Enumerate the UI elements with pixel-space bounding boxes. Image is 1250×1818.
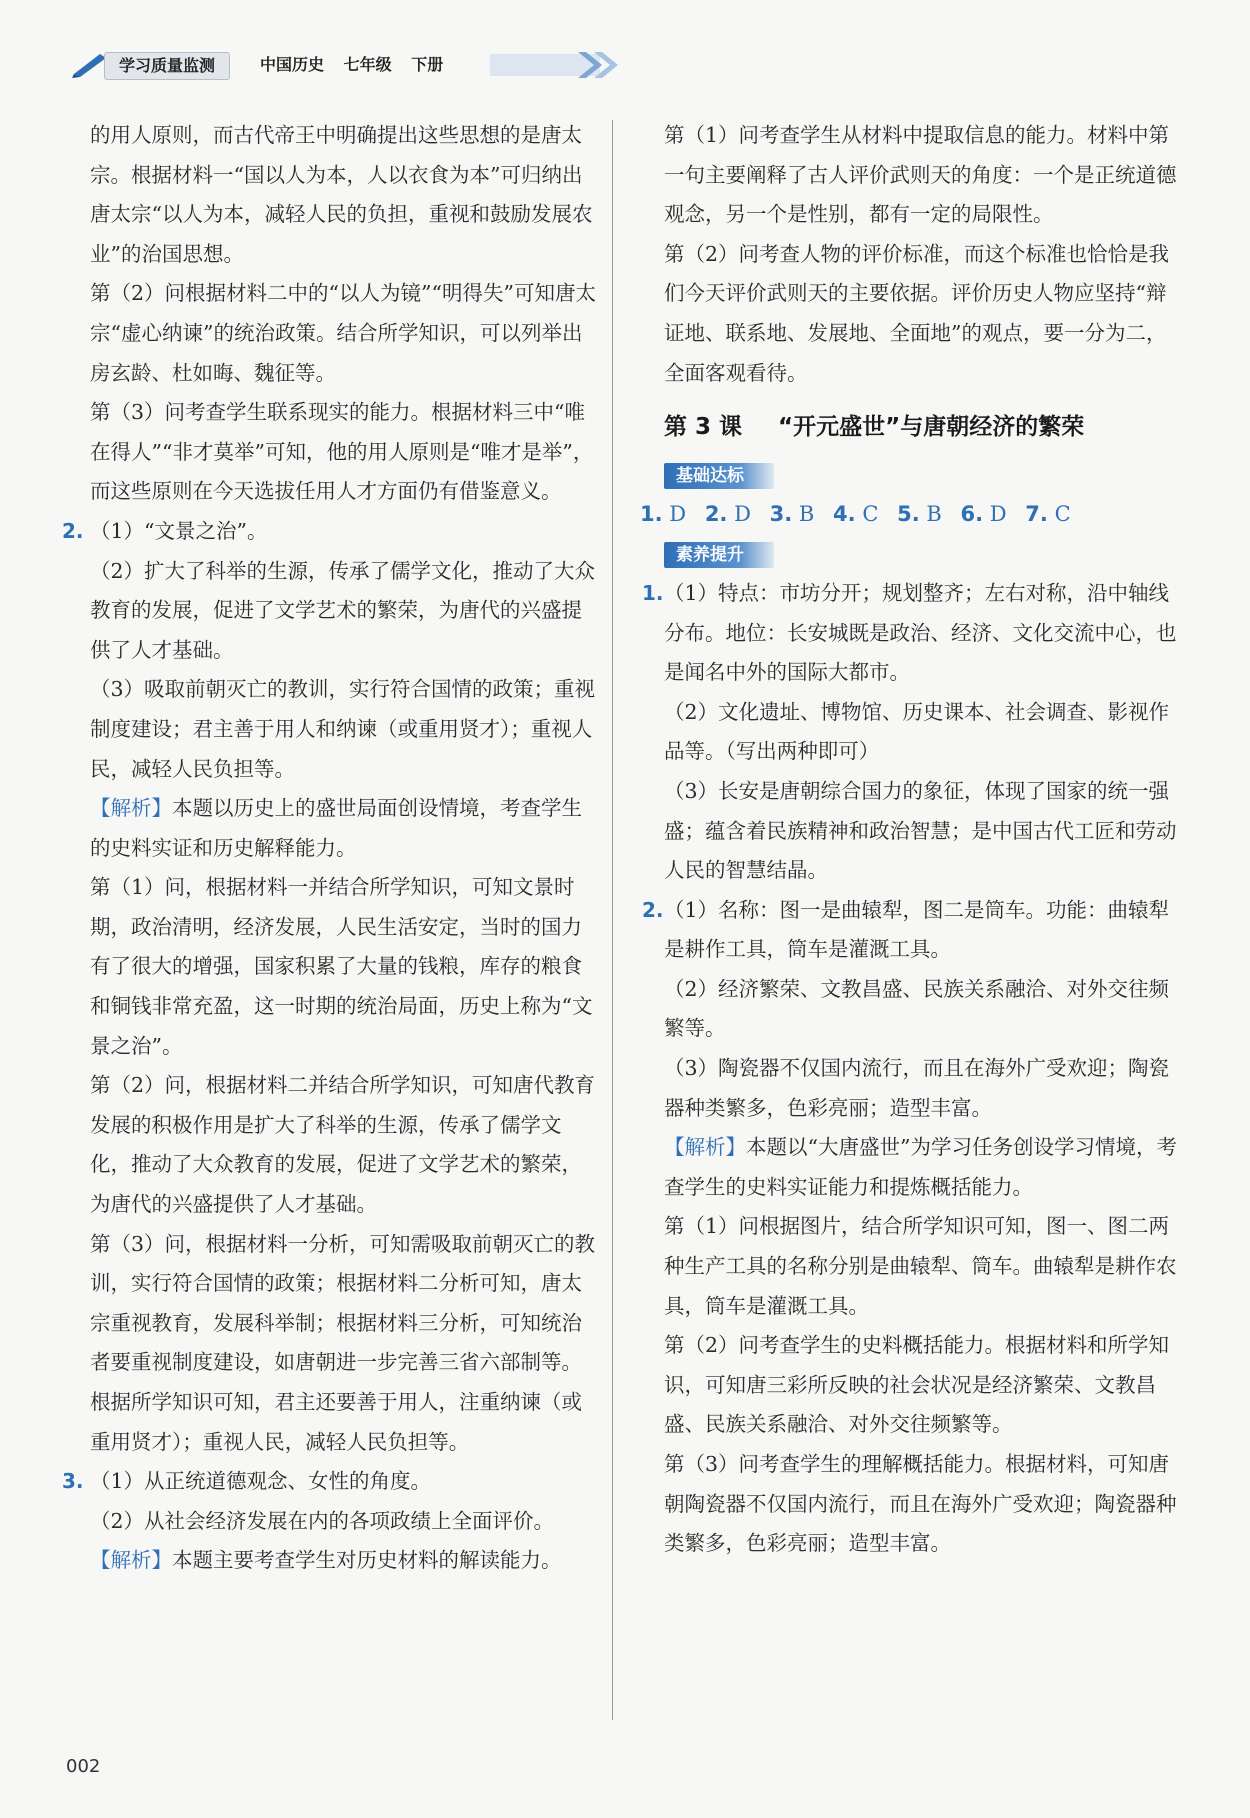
answer-part: （3）陶瓷器不仅国内流行，而且在海外广受欢迎；陶瓷器种类繁多，色彩亮丽；造型丰富。 [664, 1056, 1170, 1120]
question-number: 2. [642, 897, 664, 922]
analysis-tag: 【解析】 [90, 796, 172, 821]
choice-answer: 4. C [833, 501, 879, 526]
choice-answer: 3. B [769, 501, 815, 526]
paragraph: 的用人原则，而古代帝王中明确提出这些思想的是唐太宗。根据材料一“国以人为本，人以衣食为本”可归纳出唐太宗“以人为本，减轻人民的负担，重视和鼓励发展农业”的治国思想。 [90, 123, 593, 266]
analysis-part: 第（3）问考查学生的理解概括能力。根据材料，可知唐朝陶瓷器不仅国内流行，而且在海外广受欢迎；陶瓷器种类繁多，色彩亮丽；造型丰富。 [664, 1452, 1177, 1556]
answer-part: （3）长安是唐朝综合国力的象征，体现了国家的统一强盛；蕴含着民族精神和政治智慧；是中国古代工匠和劳动人民的智慧结晶。 [664, 778, 1177, 883]
choice-answer: 1. D [640, 501, 687, 526]
answer-part: （1）名称：图一是曲辕犁，图二是筒车。功能：曲辕犁是耕作工具，筒车是灌溉工具。 [664, 897, 1170, 962]
analysis [664, 1128, 1180, 1207]
paragraph: 第（2）问考查人物的评价标准，而这个标准也恰恰是我们今天评价武则天的主要依据。评价历史人物应坚持“辩证地、联系地、发展地、全面地”的观点，要一分为二，全面客观看待。 [664, 241, 1170, 385]
page-number: 002 [66, 1756, 101, 1777]
answer-part: （1）从正统道德观念、女性的角度。 [90, 1469, 432, 1494]
chevron-arrows-icon [490, 48, 650, 82]
analysis-text: 本题以历史上的盛世局面创设情境，考查学生的史料实证和历史解释能力。 [90, 796, 582, 860]
right-column [640, 116, 1180, 1564]
analysis-text: 本题以“大唐盛世”为学习任务创设学习情境，考查学生的史料实证能力和提炼概括能力。 [664, 1135, 1177, 1199]
answer-part: （1）特点：市坊分开；规划整齐；左右对称，沿中轴线分布。地位：长安城既是政治、经济、文化交流中心，也是闻名中外的国际大都市。 [664, 580, 1177, 685]
answer-part: （2）经济繁荣、文教昌盛、民族关系融洽、对外交往频繁等。 [664, 976, 1170, 1041]
analysis-part: 第（2）问考查学生的史料概括能力。根据材料和所学知识，可知唐三彩所反映的社会状况是经济繁荣、文教昌盛、民族关系融洽、对外交往频繁等。 [664, 1333, 1170, 1437]
lesson-name: “开元盛世”与唐朝经济的繁荣 [778, 414, 1085, 441]
question-number: 2. [62, 518, 84, 543]
grade-label: 七年级 [343, 55, 392, 74]
analysis-tag: 【解析】 [664, 1135, 746, 1160]
answer-part: （1）“文景之治”。 [90, 518, 268, 543]
volume-label: 下册 [411, 55, 444, 74]
analysis-part: 第（2）问，根据材料二并结合所学知识，可知唐代教育发展的积极作用是扩大了科举的生源，传承了儒学文化，推动了大众教育的发展，促进了文学艺术的繁荣，为唐代的兴盛提供了人才基础。 [90, 1073, 596, 1217]
answer-part: （2）从社会经济发展在内的各项政绩上全面评价。 [90, 1508, 555, 1533]
answer-part: （2）文化遗址、博物馆、历史课本、社会调查、影视作品等。（写出两种即可） [664, 699, 1170, 764]
question-3 [60, 1462, 600, 1581]
choice-answer: 2. D [704, 501, 751, 526]
paragraph: 第（2）问根据材料二中的“以人为镜”“明得失”可知唐太宗“虚心纳谏”的统治政策。结合所学知识，可以列举出房玄龄、杜如晦、魏征等。 [90, 281, 596, 385]
lesson-number: 第 3 课 [664, 414, 743, 441]
left-column [60, 116, 600, 1581]
series-badge: 学习质量监测 [104, 52, 230, 80]
question-2 [60, 512, 600, 1462]
choice-answer: 7. C [1025, 501, 1071, 526]
advanced-question-2 [640, 891, 1180, 1564]
section-advanced: 素养提升 [664, 542, 774, 568]
analysis-tag: 【解析】 [90, 1548, 172, 1573]
choice-answer: 5. B [897, 501, 942, 526]
lesson-title [664, 407, 1180, 447]
question-number: 3. [62, 1469, 84, 1494]
column-divider [612, 120, 613, 1720]
analysis-part: 第（3）问，根据材料一分析，可知需吸取前朝灭亡的教训，实行符合国情的政策；根据材料二分析可知，唐太宗重视教育，发展科举制；根据材料三分析，可知统治者要重视制度建设，如唐朝进一步完善三省六部制等。根据所学知识可知，君主还要善于用人，注重纳谏（或重用贤才）；重视人民，减轻人民负担等。 [90, 1231, 596, 1454]
answer-part: （3）吸取前朝灭亡的教训，实行符合国情的政策；重视制度建设；君主善于用人和纳谏（或重用贤才）；重视人民，减轻人民负担等。 [90, 677, 596, 781]
page-header [70, 48, 590, 82]
analysis-part: 第（1）问根据图片，结合所学知识可知，图一、图二两种生产工具的名称分别是曲辕犁、筒车。曲辕犁是耕作农具，筒车是灌溉工具。 [664, 1214, 1177, 1318]
analysis [90, 1541, 600, 1581]
choice-answer: 6. D [960, 501, 1007, 526]
analysis-part: 第（1）问，根据材料一并结合所学知识，可知文景时期，政治清明，经济发展，人民生活安定，当时的国力有了很大的增强，国家积累了大量的钱粮，库存的粮食和铜钱非常充盈，这一时期的统治局面，历史上称为“文景之治”。 [90, 875, 593, 1058]
analysis [90, 789, 600, 868]
advanced-question-1 [640, 574, 1180, 891]
subject-name: 中国历史 [260, 55, 325, 74]
answer-part: （2）扩大了科举的生源，传承了儒学文化，推动了大众教育的发展，促进了文学艺术的繁荣，为唐代的兴盛提供了人才基础。 [90, 558, 596, 662]
paragraph: 第（3）问考查学生联系现实的能力。根据材料三中“唯在得人”“非才莫举”可知，他的用人原则是“唯才是举”，而这些原则在今天选拔任用人才方面仍有借鉴意义。 [90, 400, 594, 504]
section-basic: 基础达标 [664, 463, 774, 489]
question-number: 1. [642, 580, 664, 605]
choice-answers [640, 495, 1180, 535]
analysis-text: 本题主要考查学生对历史材料的解读能力。 [172, 1548, 562, 1573]
paragraph: 第（1）问考查学生从材料中提取信息的能力。材料中第一句主要阐释了古人评价武则天的角度：一个是正统道德观念，另一个是性别，都有一定的局限性。 [664, 123, 1177, 227]
book-subject [260, 52, 457, 78]
